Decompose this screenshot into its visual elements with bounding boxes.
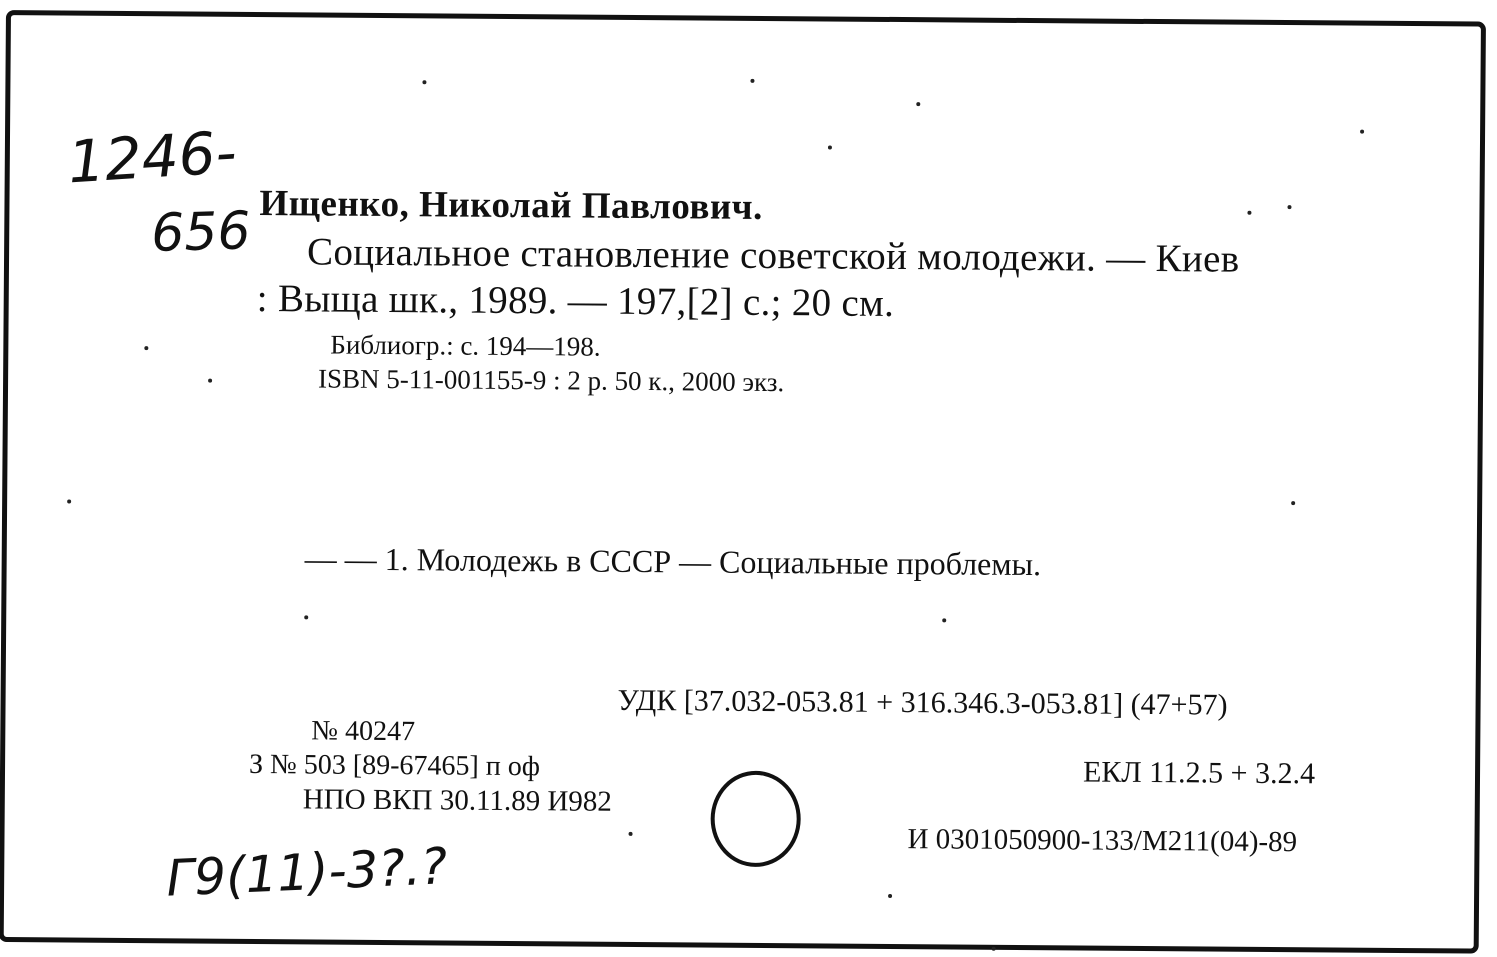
speck [942, 618, 946, 622]
speck [629, 832, 633, 836]
speck [1287, 205, 1291, 209]
speck [1247, 211, 1251, 215]
call-number-top: 1246- [65, 117, 239, 197]
author-heading: Ищенко, Николай Павлович. [259, 182, 764, 228]
punch-hole [710, 771, 801, 868]
speck [208, 379, 212, 383]
udc-classification: УДК [37.032-053.81 + 316.346.3-053.81] (47+57) [617, 683, 1228, 722]
subject-heading: — — 1. Молодежь в СССР — Социальные проблемы. [304, 540, 1042, 583]
isbn-line: ISBN 5-11-001155-9 : 2 р. 50 к., 2000 экз. [317, 363, 785, 398]
speck [1291, 501, 1295, 505]
speck [888, 894, 892, 898]
speck [1360, 130, 1364, 134]
speck [144, 346, 148, 350]
speck [304, 615, 308, 619]
index-line: И 0301050900-133/М211(04)-89 [907, 823, 1298, 859]
catalog-card [0, 10, 1486, 954]
ekl-classification: ЕКЛ 11.2.5 + 3.2.4 [1082, 755, 1316, 791]
speck [916, 102, 920, 106]
book-title: Социальное становление советской молодежи. — Киев [306, 230, 1240, 281]
speck [828, 145, 832, 149]
publication-info: : Выща шк., 1989. — 197,[2] с.; 20 см. [256, 276, 895, 325]
handwritten-shelf-mark: Г9(11)-3?.? [165, 837, 449, 908]
speck [422, 80, 426, 84]
bibliography-note: Библиогр.: с. 194—198. [330, 329, 601, 362]
npo-line: НПО ВКП 30.11.89 И982 [302, 783, 613, 818]
card-number: № 40247 [311, 715, 416, 748]
order-line: З № 503 [89-67465] п оф [248, 748, 541, 783]
call-number-bottom: 656 [150, 201, 252, 264]
speck [992, 947, 996, 951]
speck [750, 79, 754, 83]
speck [67, 499, 71, 503]
